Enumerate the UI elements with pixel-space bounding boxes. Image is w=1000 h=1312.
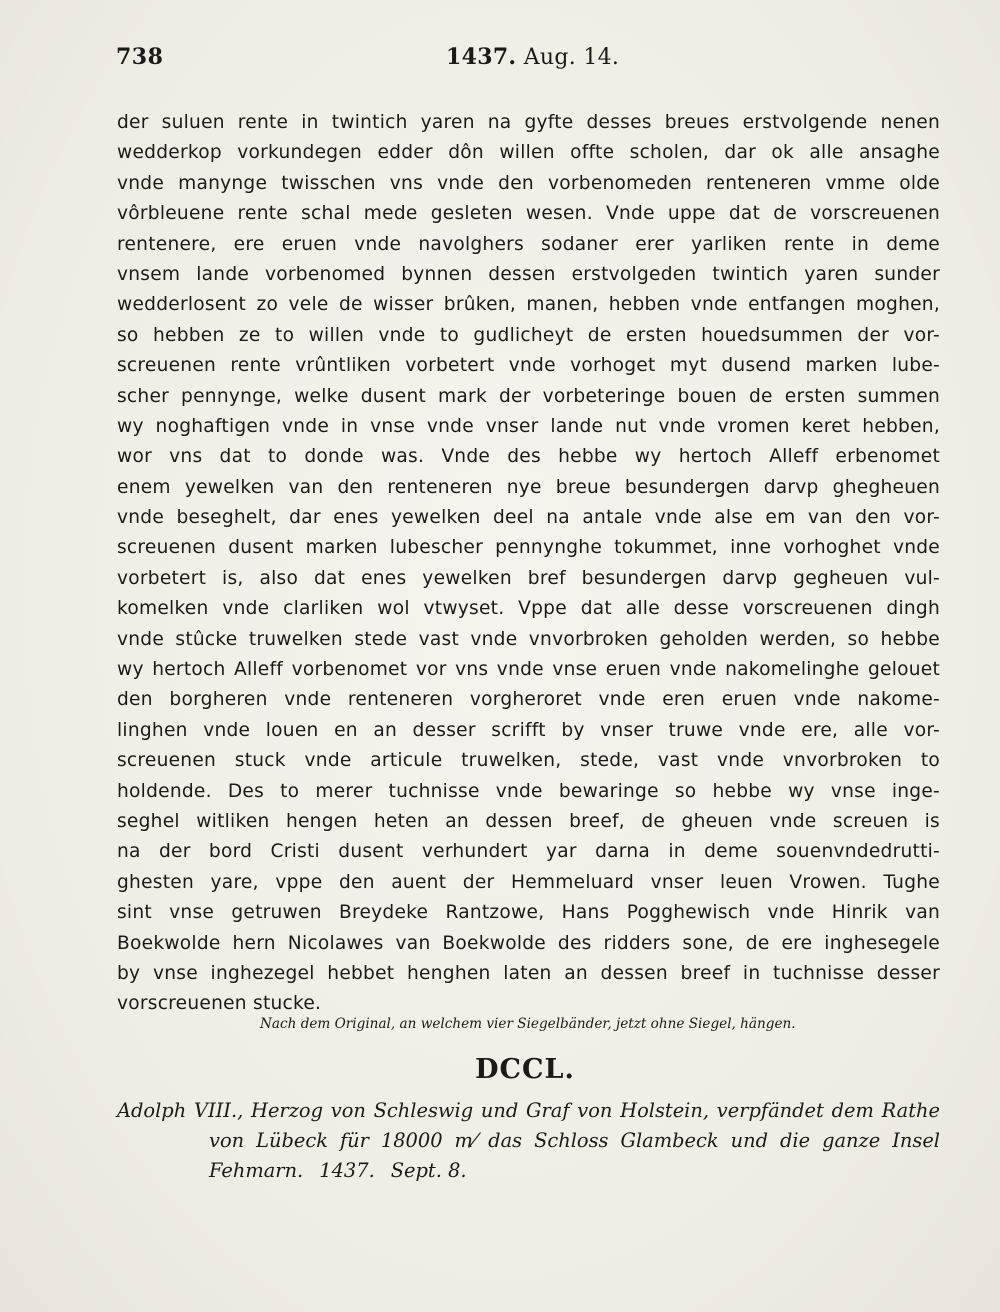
summary-line: Adolph VIII., Herzog von Schleswig und Graf von Holstein, verpfändet dem Rathe: [117, 1099, 940, 1122]
text-line: screuenen dusent marken lubescher pennynghe tokummet, inne vorhoghet vnde: [117, 537, 940, 559]
running-head: [446, 44, 619, 70]
page-header: [116, 44, 946, 78]
text-line: linghen vnde louen en an desser scrifft by vnser truwe vnde ere, alle vor-: [117, 719, 940, 741]
text-line: wy hertoch Alleff vorbenomet vor vns vnde vnse eruen vnde nakomelinghe gelouet: [117, 659, 940, 681]
text-line: ghesten yare, vppe den auent der Hemmeluard vnser leuen Vrowen. Tughe: [117, 871, 940, 893]
text-line: vorscreuenen stucke.: [117, 993, 322, 1015]
text-line: den borgheren vnde renteneren vorgheroret vnde eren eruen vnde nakome-: [117, 689, 940, 711]
text-line: na der bord Cristi dusent verhundert yar darna in deme souenvndedrutti-: [117, 841, 940, 863]
text-line: so hebben ze to willen vnde to gudlicheyt de ersten houedsummen der vor-: [117, 324, 940, 346]
running-head-year: 1437.: [446, 44, 517, 70]
document-summary: [117, 1096, 940, 1186]
text-line: wy noghaftigen vnde in vnse vnde vnser lande nut vnde vromen keret hebben,: [117, 415, 940, 437]
text-line: vnsem lande vorbenomed bynnen dessen erstvolgeden twintich yaren sunder: [117, 263, 940, 285]
summary-date: Sept. 8.: [390, 1159, 467, 1182]
summary-line-date: [117, 1156, 940, 1186]
text-line: der suluen rente in twintich yaren na gyfte desses breues erstvolgende nenen: [117, 112, 940, 133]
summary-place: Fehmarn.: [209, 1159, 304, 1182]
text-line: vnde manynge twisschen vns vnde den vorbenomeden renteneren vmme olde: [117, 172, 940, 194]
text-line: scher pennynge, welke dusent mark der vorbeteringe bouen de ersten summen: [117, 385, 940, 407]
page-number: 738: [116, 44, 164, 70]
source-note: Nach dem Original, an welchem vier Siegelbänder, jetzt ohne Siegel, hängen.: [260, 1016, 796, 1032]
text-line: vnde beseghelt, dar enes yewelken deel na antale vnde alse em van den vor-: [117, 507, 940, 529]
text-line: holdende. Des to merer tuchnisse vnde bewaringe so hebbe wy vnse inge-: [117, 780, 940, 802]
text-line: vorbetert is, also dat enes yewelken bref besundergen darvp gegheuen vul-: [117, 567, 940, 589]
text-line: vnde stûcke truwelken stede vast vnde vnvorbroken geholden werden, so hebbe: [117, 628, 940, 650]
text-line: enem yewelken van den renteneren nye breue besundergen darvp ghegheuen: [117, 476, 940, 498]
text-line: screuenen stuck vnde articule truwelken, stede, vast vnde vnvorbroken to: [117, 750, 940, 772]
text-line: vôrbleuene rente schal mede gesleten wesen. Vnde uppe dat de vorscreuenen: [117, 203, 940, 225]
text-line: screuenen rente vrûntliken vorbetert vnde vorhoget myt dusend marken lube-: [117, 355, 940, 377]
text-line: wor vns dat to donde was. Vnde des hebbe wy hertoch Alleff erbenomet: [117, 446, 940, 468]
summary-line: von Lübeck für 18000 m⁄ das Schloss Glambeck und die ganze Insel: [209, 1129, 940, 1152]
summary-year: 1437.: [319, 1159, 375, 1182]
text-line: komelken vnde clarliken wol vtwyset. Vppe dat alle desse vorscreuenen dingh: [117, 598, 940, 620]
running-head-date: Aug. 14.: [523, 45, 620, 70]
text-line: sint vnse getruwen Breydeke Rantzowe, Hans Pogghewisch vnde Hinrik van: [117, 902, 940, 924]
text-line: wedderkop vorkundegen edder dôn willen offte scholen, dar ok alle ansaghe: [117, 142, 940, 164]
document-text: [117, 108, 940, 1020]
document-number: DCCL.: [475, 1054, 575, 1085]
text-line: Boekwolde hern Nicolawes van Boekwolde des ridders sone, de ere inghesegele: [117, 932, 940, 954]
text-line: wedderlosent zo vele de wisser brûken, manen, hebben vnde entfangen moghen,: [117, 294, 940, 316]
text-line: rentenere, ere eruen vnde navolghers sodaner erer yarliken rente in deme: [117, 233, 940, 255]
text-line: seghel witliken hengen heten an dessen breef, de gheuen vnde screuen is: [117, 810, 940, 832]
text-line: by vnse inghezegel hebbet henghen laten an dessen breef in tuchnisse desser: [117, 962, 940, 984]
